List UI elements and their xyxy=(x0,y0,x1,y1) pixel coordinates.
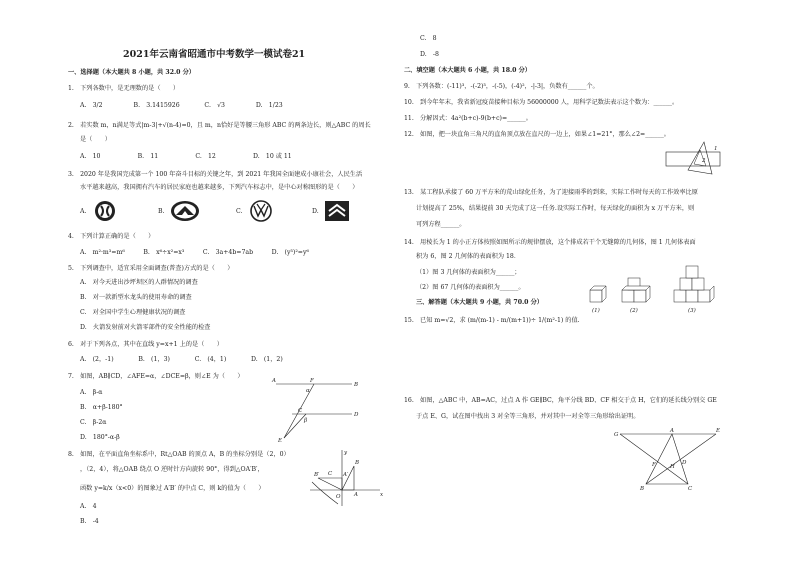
q8-cont: ，（2，4），将△OAB 绕点 O 逆时针方向旋转 90°，得到△OA′B′， xyxy=(80,466,264,473)
svg-text:α: α xyxy=(306,388,310,394)
q3-option-a: A. xyxy=(80,208,87,215)
q8-cont2: 函数 y=k/x（x<0）的图象过 A′B′ 的中点 C，则 k的值为（ ） xyxy=(80,485,265,492)
fig14-label-2: (2) xyxy=(630,308,638,314)
fig14-label-1: (1) xyxy=(592,308,600,314)
q3: 3. 2020 年是我国完成第一个 100 年奋斗目标的关键之年，到 2021 年我国全面建成小康社会，人民生活 xyxy=(68,171,363,178)
q3-option-b: B. xyxy=(158,208,165,215)
q7-b: B. α+β-180° xyxy=(80,404,123,411)
q2: 2. 若实数 m，n满足等式|m-3|+√(n-4)=0，且 m，n恰好是等腰三角形 ABC 的两条边长，则△ABC 的周长 xyxy=(68,122,371,129)
q8-figure xyxy=(308,448,384,508)
svg-text:1: 1 xyxy=(714,146,718,152)
svg-text:O: O xyxy=(336,494,341,500)
q5-b: B. 对一款新型水龙头的使用寿命的调查 xyxy=(80,294,192,301)
q2-cont: 是（ ） xyxy=(80,136,111,143)
svg-text:B: B xyxy=(354,382,359,388)
q8: 8. 如图，在平面直角坐标系中，Rt△OAB 的顶点 A，B 的坐标分别是（2，0） xyxy=(68,451,290,458)
q14-part1: （1）图 3 几何体的表面积为______； xyxy=(416,269,521,276)
svg-text:A: A xyxy=(354,492,358,498)
q7-a: A. β-α xyxy=(80,389,103,396)
q3-cont: 水平越来越高，我国拥有汽车的居民家庭也越来越多，下列汽车标志中，是中心对称图形的是（ ） xyxy=(80,184,359,191)
q14-part2: （2）图 67 几何体的表面积为______。 xyxy=(416,284,525,291)
svg-text:F: F xyxy=(652,462,656,468)
q6: 6. 对于下列各点，其中在直线 y=x+1 上的是（ ） xyxy=(68,341,223,348)
q7: 7. 如图，AB∥CD，∠AFE=α，∠DCE=β，则∠E 为（ ） xyxy=(68,373,244,380)
svg-text:y: y xyxy=(344,450,348,456)
q16-cont: 于点 E、G，试在图中找出 3 对全等三角形，并对其中一对全等三角形给出证明。 xyxy=(416,413,640,420)
q13-cont: 计划提高了 25%，结果提前 30 天完成了这一任务.设实际工作时，每天绿化的面积为 x 万平方米，则 xyxy=(416,205,695,212)
q8-option-d: D. -8 xyxy=(420,51,439,58)
q15: 15. 已知 m=√2，求 (m/(m-1) - m/(m+1))÷ 1/(m²-1) 的值. xyxy=(404,317,580,324)
q14: 14. 用棱长为 1 的小正方体按照如图所示的规律摆放，这个排成若干个无缝隙的几何体，图 1 几何体表面 xyxy=(404,239,696,246)
svg-text:C: C xyxy=(328,471,333,477)
q3-option-c: C. xyxy=(236,208,243,215)
svg-text:G: G xyxy=(614,432,619,438)
svg-text:A: A xyxy=(670,428,674,434)
q16: 16. 如图，△ABC 中，AB=AC，过点 A 作 GE∥BC，角平分线 BD、CF 相交于点 H，它们的延长线分别交 GE xyxy=(404,397,717,404)
fig14-label-3: (3) xyxy=(688,308,696,314)
q13: 13. 某工程队承接了 60 万平方米的荒山绿化任务，为了迎接雨季的到来，实际工作时每天的工作效率比原 xyxy=(404,189,698,196)
svg-text:B′: B′ xyxy=(314,472,320,478)
q8-option-b: B. -4 xyxy=(80,518,99,525)
q7-figure xyxy=(272,378,362,444)
q1-options: A. 3/2 B. 3.1415926 C. √3 D. 1/23 xyxy=(80,102,283,109)
q14-figure xyxy=(586,264,736,316)
svg-text:C: C xyxy=(688,486,693,492)
svg-text:H: H xyxy=(670,464,675,470)
section-answer: 三、解答题（本大题共 9 小题，共 70.0 分） xyxy=(416,299,543,306)
svg-text:B: B xyxy=(640,486,645,492)
q5-c: C. 对全国中学生心理健康状况的调查 xyxy=(80,309,186,316)
section-choice: 一、选择题（本大题共 8 小题，共 32.0 分） xyxy=(68,69,195,76)
q11: 11. 分解因式：4a²(b+c)-9(b+c)=______。 xyxy=(404,115,532,122)
svg-text:B: B xyxy=(355,460,360,466)
q12-figure xyxy=(664,140,724,180)
svg-text:C: C xyxy=(298,408,303,414)
q13-cont2: 可列方程______。 xyxy=(416,221,466,228)
q4-options: A. m²·m³=m⁶ B. x⁶÷x²=x³ C. 3a+4b=7ab D. (y³)²=y⁶ xyxy=(80,249,309,256)
q8-option-c: C. 8 xyxy=(420,35,437,42)
q6-options: A. (2，-1) B. (1，3) C. (4，1) D. (1，2) xyxy=(80,356,283,363)
q14-cont: 积为 6，图 2 几何体的表面积为 18． xyxy=(416,253,521,260)
q5-d: D. 火箭发射前对火箭零部件的安全性能的检查 xyxy=(80,324,211,331)
q5-a: A. 对今天进出沙坪坝区的人群情况的调查 xyxy=(80,279,198,286)
svg-text:β: β xyxy=(304,418,308,424)
section-fill: 二、填空题（本大题共 6 小题，共 18.0 分） xyxy=(404,67,531,74)
q10: 10. 到今年年末，我省新冠疫苗接种目标为 56000000 人，用科学记数法表示这个数为：______。 xyxy=(404,99,679,106)
svg-text:2: 2 xyxy=(702,158,706,164)
q3-option-d: D. xyxy=(312,208,319,215)
q4: 4. 下列计算正确的是（ ） xyxy=(68,233,155,240)
q8-option-a: A. 4 xyxy=(80,503,97,510)
svg-text:E: E xyxy=(716,428,721,434)
svg-text:A: A xyxy=(272,378,276,384)
q5: 5. 下列调查中，适宜采用全面调查(普查)方式的是（ ） xyxy=(68,265,234,272)
svg-text:D: D xyxy=(354,412,359,418)
svg-text:F: F xyxy=(310,378,314,384)
exam-title: 2021年云南省昭通市中考数学一模试卷21 xyxy=(123,49,306,60)
q12: 12. 如图，把一块直角三角尺的直角顶点放在直尺的一边上，如果∠1=21°，那么∠2=______。 xyxy=(404,131,670,138)
q16-figure xyxy=(612,428,722,494)
svg-text:A′: A′ xyxy=(343,472,349,478)
q1: 1. 下列各数中，是无理数的是（ ） xyxy=(68,85,180,92)
changan-logo-icon xyxy=(170,200,200,222)
q7-d: D. 180°-α-β xyxy=(80,434,120,441)
citroen-logo-icon xyxy=(324,200,350,222)
dongfeng-logo-icon xyxy=(92,200,118,222)
svg-text:E: E xyxy=(278,438,283,444)
q2-options: A. 10 B. 11 C. 12 D. 10 或 11 xyxy=(80,153,292,160)
svg-text:x: x xyxy=(380,492,384,498)
q9: 9. 下列各数：(-11)³，-(-2)³，-(-5)，(-4)²，-|-3|，负数有______个。 xyxy=(404,83,599,90)
q7-c: C. β-2α xyxy=(80,419,107,426)
svg-text:D: D xyxy=(682,460,687,466)
volkswagen-logo-icon xyxy=(248,200,274,222)
